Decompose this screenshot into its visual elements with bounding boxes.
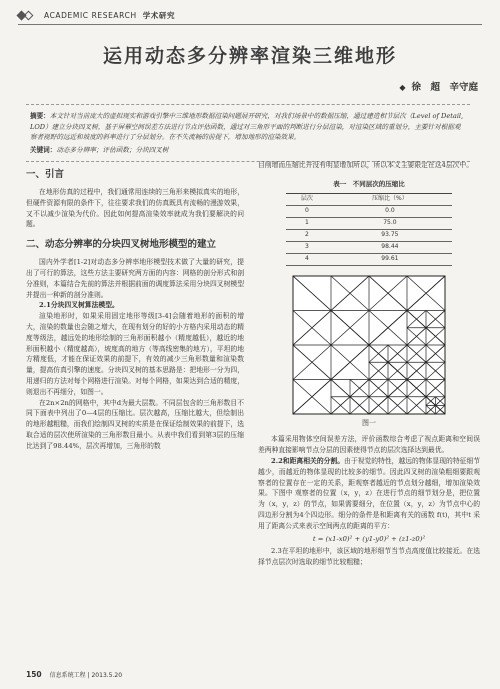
section-2-1-paragraph-2: 在2n×2n的网格中，其中d为最大层数。不同层包含的三角形数目不同下面表中列出了0—4层的压缩比。层次越高，压缩比越大，但绘制出的地形越粗糙，而我们绘制四叉树的实质是在保证绘制效果的前提下，选取合适的层次使所渲染的三角形数目最小。从表中我们看到第3层的压缩比达到了98.44%，层次再增加，三角形的数 xyxy=(26,398,244,450)
keywords xyxy=(30,145,466,156)
section-2-heading: 二、动态分辨率的分块四叉树地形模型的建立 xyxy=(26,239,217,251)
footer-journal: 信息系统工程 | 2013.5.20 xyxy=(49,672,123,679)
abstract-label: 摘要： xyxy=(30,112,50,120)
section-2-paragraph: 国内外学者[1-2]对动态多分辨率地形模型技术做了大量的研究，提出了可行的算法，这些方法主要研究两方面的内容：网格的剖分形式和剖分准则，本篇结合先前的算法并根据前面的调度算法采用分块四叉树模型并提出一种新的剖分准则。 xyxy=(26,258,244,299)
section-2-2-body: 由于视觉的特性，越远的物体显现的特征细节越少，而越近的物体显现的比较多的细节。因此四叉树的渲染粗细要跟观察者的位置存在一定的关系，距观察者越近的节点划分越细，增加渲染效果。下图中 观察者的位置（x，y，z）在进行节点的细节划分是，把位置为（x，y，z）的节点，如果需要细分，在位置（x，y，z）为节点中心的四边形分割为4个四边形。细分的条件是和距离有关的函数 f(t)，其中t 采用了距离公式来表示空间两点的距离的平方： xyxy=(258,456,481,530)
method-paragraph: 本篇采用物体空间误差方法，评价函数综合考虑了视点距离和空间误差两种直接影响节点分层的因素使得节点的层次选择达到最优。 xyxy=(258,435,480,455)
section-2-2-heading: 2.2和距离相关的分割。 xyxy=(271,456,345,465)
paper-title: 运用动态多分辨率渲染三维地形 xyxy=(102,45,397,67)
section-1-paragraph: 在地形仿真的过程中，我们通常用连续的三角形来模拟真实的地形，但硬件资源有限的条件下，往往要求我们的仿真既具有流畅的漫游效果，又不以减少渲染为代价。因此如何提高渲染效率就成为我们要解决的问题。 xyxy=(26,188,244,229)
left-column xyxy=(26,160,244,452)
table-cell: 0 xyxy=(286,205,328,217)
quadtree-diagram xyxy=(289,274,449,416)
continuation-paragraph: 目削增而压缩比并没有明显增加所以，所以本文主要限定在这4层次中。 xyxy=(258,161,474,169)
table-cell: 98.44 xyxy=(328,241,452,253)
keywords-value: 动态多分辨率；评估函数；分块四叉树 xyxy=(56,145,169,154)
figure-caption: 图一 xyxy=(362,418,376,427)
section-2-2-paragraph xyxy=(258,456,480,532)
table-row xyxy=(286,229,452,241)
header-label xyxy=(44,10,175,21)
header-chinese: 学术研究 xyxy=(142,10,176,20)
table-row xyxy=(286,217,452,229)
table-row xyxy=(286,205,452,217)
author-names: 徐 超 辛守庭 xyxy=(411,82,478,93)
journal-header xyxy=(18,8,175,22)
table-title: 表一 不同层次的压缩比 xyxy=(333,179,405,188)
header-english: ACADEMIC RESEARCH xyxy=(44,10,137,20)
table-cell: 99.61 xyxy=(328,253,452,265)
table-header-level: 层次 xyxy=(286,193,328,205)
header-logo-icon xyxy=(18,10,40,21)
abstract-text xyxy=(30,111,466,143)
table-cell: 4 xyxy=(286,253,328,265)
table-cell: 93.75 xyxy=(328,229,452,241)
section-2-3-paragraph: 2.3在平坦的地形中，该区域的地形细节当节点高度值比较接近。在选择节点层次时选取的细节比较粗糙； xyxy=(258,547,480,567)
table-header-ratio: 压缩比（%） xyxy=(328,193,452,205)
section-2-1-heading: 2.1分块四叉树算法模型。 xyxy=(39,301,119,310)
section-1-heading: 一、引言 xyxy=(26,169,65,180)
header-rule xyxy=(18,24,482,25)
diamond-icon: ◆ xyxy=(399,83,406,92)
table-cell: 2 xyxy=(286,229,328,241)
table-cell: 0.0 xyxy=(328,205,452,217)
table-cell: 3 xyxy=(286,241,328,253)
paper-authors xyxy=(399,79,478,93)
keywords-label: 关键词： xyxy=(30,145,57,154)
abstract-box xyxy=(26,104,470,162)
table-cell: 1 xyxy=(286,217,328,229)
right-column xyxy=(258,160,480,568)
page-number: 150 xyxy=(26,670,42,679)
table-row xyxy=(286,241,452,253)
table-cell: 75.0 xyxy=(328,217,452,229)
table-row xyxy=(286,253,452,265)
abstract-body: 本文针对当前庞大的虚拟现实和游戏引擎中三维地形数据渲染问题展开研究，对我们场景中的数据压缩，通过建造相节层次（Level of Detail, LOD）建立分块四叉树，基于屏幕空间误差方法进行节点评估函数，通过对三角形平面的判断进行分层渲染，对渲染区域的重划分，主要针对根据观察者视野的远近和坡度的斜率进行了分层划分。在不失流畅的前提下，增加地形的渲染效果。 xyxy=(30,112,464,141)
table-header-row xyxy=(286,193,452,205)
quadtree-figure xyxy=(289,274,449,416)
page-footer xyxy=(26,670,122,679)
compression-table xyxy=(286,193,452,266)
distance-formula: t = (x1-x0)² + (y1-y0)² + (z1-z0)² xyxy=(312,534,426,543)
section-2-1-paragraph-1: 渲染地形时，如果采用固定地形等级[3-4]会随着地形的面积的增大，渲染的数量也会随之增大，在现有划分的好的小方格内采用动态的精度等级法，越远处的地形绘制的三角形面积越小（精度越低），越近的地形面积越小（精度越高），坡度高的地方（等高线密集的地方），平坦的地方精度低，才能在保证效果的前提下，有效的减少三角形数量和渲染数量，提高仿真引擎的速度。分块四叉树的基本思路是：把地形一分为四，用递归的方法对每个网格进行渲染。对每个网格，如果达到合适的精度，则退出不再细分，如图一。 xyxy=(26,312,244,396)
